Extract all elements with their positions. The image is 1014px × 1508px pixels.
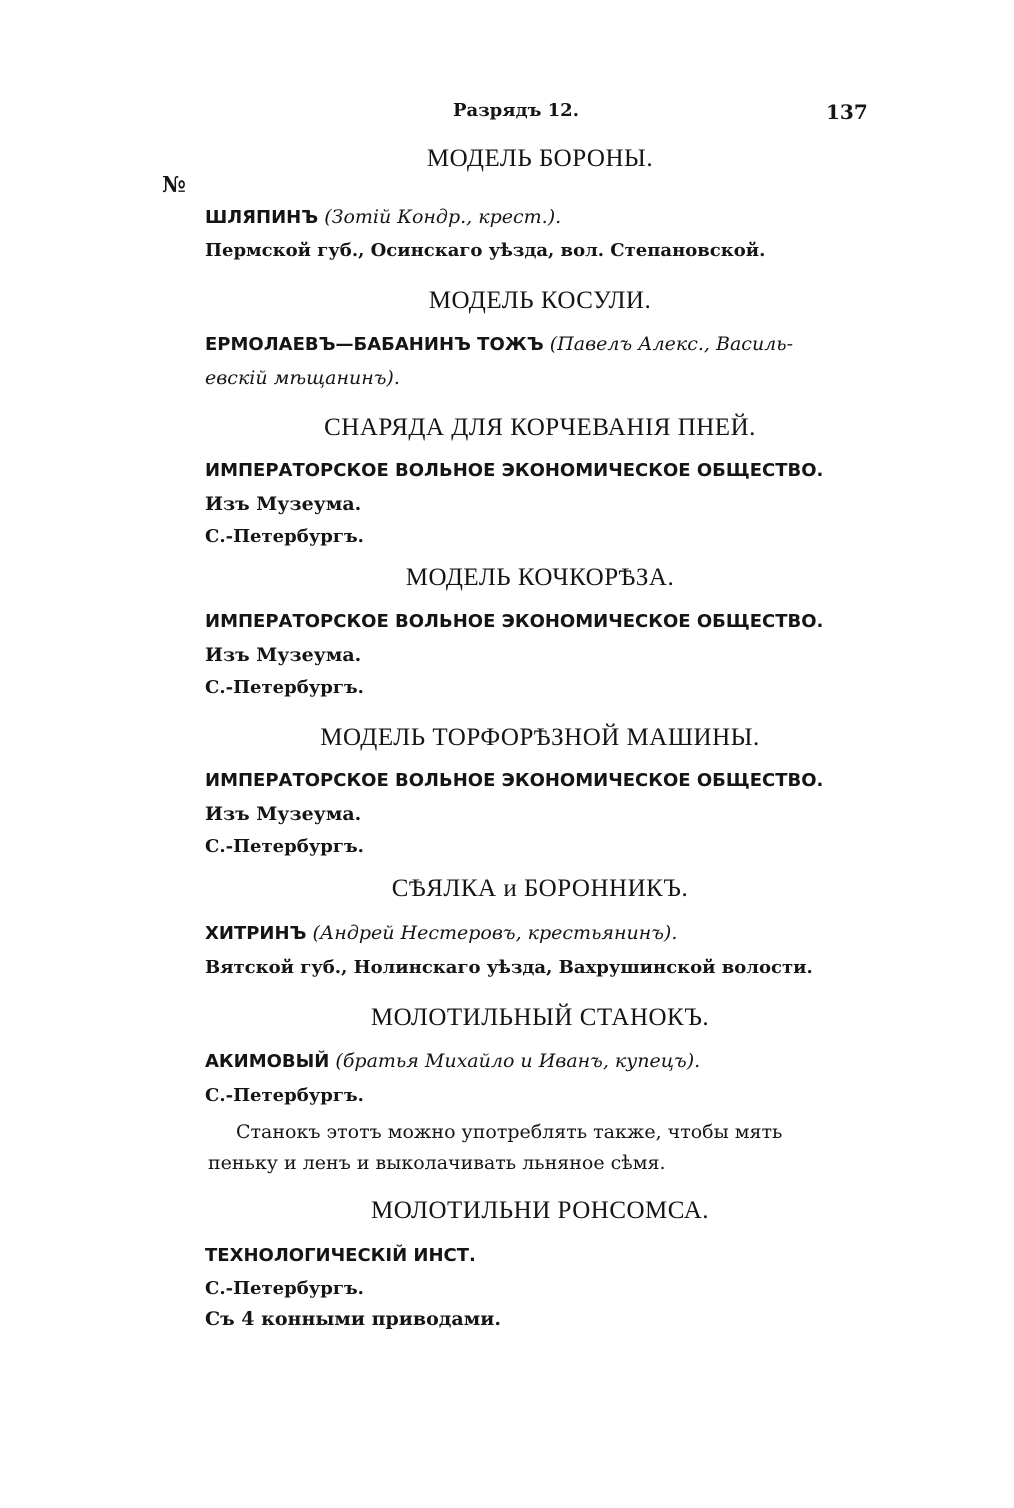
exhibitor-name: ТЕХНОЛОГИЧЕСКІЙ ИНСТ. [205, 1245, 476, 1266]
exhibitor-place: Вятской губ., Нолинскаго уѣзда, Вахрушинской волости. [205, 957, 813, 978]
exhibitor-detail-continued: евскій мѣщанинъ). [205, 367, 400, 389]
entry-heading: МОДЕЛЬ ТОРФОРѢЗНОЙ МАШИНЫ. [320, 724, 760, 751]
entry-extra: Съ 4 конными приводами. [205, 1308, 501, 1330]
entry-heading: СѢЯЛКА и БОРОННИКЪ. [391, 875, 689, 902]
exhibitor-detail: (братья Михайло и Иванъ, купецъ). [335, 1050, 701, 1072]
exhibitor-place: С.-Петербургъ. [205, 1278, 364, 1299]
entry-name-line [205, 333, 793, 355]
exhibitor-place: Пермской губ., Осинскаго уѣзда, вол. Степановской. [205, 240, 766, 261]
exhibitor-source: Изъ Музеума. [205, 803, 362, 825]
entry-heading: МОЛОТИЛЬНИ РОНСОМСА. [370, 1197, 710, 1224]
section-header: Разрядъ 12. [453, 100, 579, 121]
entry-heading: МОДЕЛЬ КОЧКОРѢЗА. [405, 564, 675, 591]
exhibitor-detail: (Андрей Нестеровъ, крестьянинъ). [312, 922, 678, 944]
entry-note: пеньку и ленъ и выколачивать льняное сѣмя. [208, 1152, 666, 1174]
entry-heading: МОЛОТИЛЬНЫЙ СТАНОКЪ. [370, 1004, 710, 1031]
entry-heading: СНАРЯДА ДЛЯ КОРЧЕВАНІЯ ПНЕЙ. [324, 414, 756, 441]
exhibitor-detail: (Зотій Кондр., крест.). [324, 206, 562, 228]
exhibitor-name: ЕРМОЛАЕВЪ—БАБАНИНЪ ТОЖЪ [205, 334, 544, 355]
exhibitor-name: ИМПЕРАТОРСКОЕ ВОЛЬНОЕ ЭКОНОМИЧЕСКОЕ ОБЩЕСТВО. [205, 460, 824, 481]
entry-name-line [205, 922, 677, 944]
exhibitor-place: С.-Петербургъ. [205, 836, 364, 857]
exhibitor-name: ШЛЯПИНЪ [205, 207, 319, 228]
page-number: 137 [826, 100, 868, 124]
numero-mark: № [162, 172, 186, 198]
exhibitor-detail: (Павелъ Алекс., Василь- [549, 333, 794, 355]
entry-note: Станокъ этотъ можно употреблять также, чтобы мять [236, 1121, 783, 1143]
exhibitor-name: АКИМОВЫЙ [205, 1051, 330, 1072]
exhibitor-name: ИМПЕРАТОРСКОЕ ВОЛЬНОЕ ЭКОНОМИЧЕСКОЕ ОБЩЕСТВО. [205, 611, 824, 632]
exhibitor-source: Изъ Музеума. [205, 644, 362, 666]
exhibitor-name: ХИТРИНЪ [205, 923, 307, 944]
exhibitor-source: Изъ Музеума. [205, 493, 362, 515]
exhibitor-place: С.-Петербургъ. [205, 677, 364, 698]
entry-name-line [205, 1050, 700, 1072]
entry-heading: МОДЕЛЬ КОСУЛИ. [428, 287, 652, 314]
exhibitor-place: С.-Петербургъ. [205, 526, 364, 547]
entry-heading: МОДЕЛЬ БОРОНЫ. [426, 145, 654, 172]
exhibitor-name: ИМПЕРАТОРСКОЕ ВОЛЬНОЕ ЭКОНОМИЧЕСКОЕ ОБЩЕСТВО. [205, 770, 824, 791]
entry-name-line [205, 206, 561, 228]
exhibitor-place: С.-Петербургъ. [205, 1085, 364, 1106]
